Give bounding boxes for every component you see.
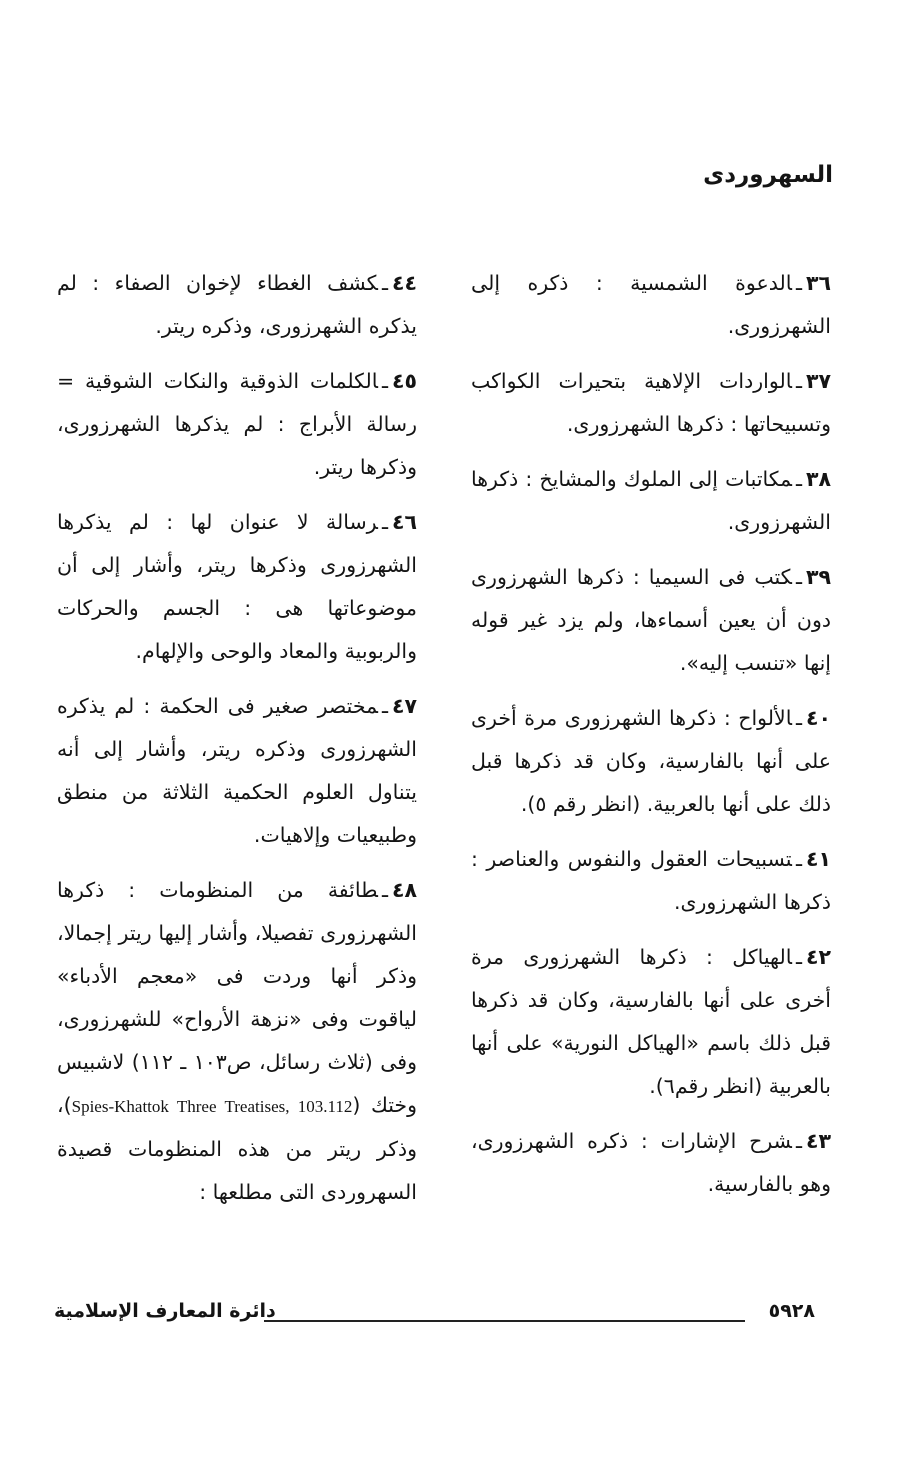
entry-text: الألواح : ذكرها الشهرزورى مرة أخرى على أنها بالفارسية، وكان قد ذكرها قبل ذلك على أنها بالعربية. (انظر رقم ٥). <box>471 706 831 816</box>
entry-number: ٤٠ <box>805 706 831 730</box>
foreign-reference: Spies-Khattok Three Treatises, 103.112 <box>71 1097 353 1116</box>
entry-46 <box>57 501 417 673</box>
entry-48 <box>57 869 417 1214</box>
footer-rule <box>264 1320 745 1322</box>
entry-text: كتب فى السيميا : ذكرها الشهرزورى دون أن يعين أسماءها، ولم يزد غير قوله إنها «تنسب إليه». <box>471 565 831 675</box>
entry-text: مكاتبات إلى الملوك والمشايخ : ذكرها الشهرزورى. <box>471 467 831 534</box>
entry-separator: ـ <box>381 510 388 534</box>
entry-number: ٣٩ <box>805 565 831 589</box>
page-number: ٥٩٢٨ <box>768 1300 815 1322</box>
entry-text: تسبيحات العقول والنفوس والعناصر : ذكرها الشهرزورى. <box>471 847 831 914</box>
left-column <box>57 262 417 1226</box>
entry-38 <box>471 458 831 544</box>
entry-number: ٤٥ <box>391 369 417 393</box>
entry-37 <box>471 360 831 446</box>
right-column <box>471 262 831 1218</box>
entry-number: ٣٧ <box>805 369 831 393</box>
entry-separator: ـ <box>795 565 802 589</box>
entry-separator: ـ <box>795 945 802 969</box>
entry-separator: ـ <box>381 878 388 902</box>
entry-43 <box>471 1120 831 1206</box>
entry-number: ٣٦ <box>805 271 831 295</box>
entry-separator: ـ <box>795 1129 802 1153</box>
footer-title: دائرة المعارف الإسلامية <box>54 1300 276 1322</box>
entry-separator: ـ <box>795 847 802 871</box>
entry-text: الكلمات الذوقية والنكات الشوقية = رسالة الأبراج : لم يذكرها الشهرزورى، وذكرها ريتر. <box>57 369 417 479</box>
entry-text: الدعوة الشمسية : ذكره إلى الشهرزورى. <box>471 271 831 338</box>
entry-number: ٤٤ <box>391 271 417 295</box>
entry-44 <box>57 262 417 348</box>
entry-40 <box>471 697 831 826</box>
entry-text: مختصر صغير فى الحكمة : لم يذكره الشهرزورى وذكره ريتر، وأشار إلى أنه يتناول العلوم الحكمية الثلاثة من منطق وطبيعيات وإلاهيات. <box>57 694 417 847</box>
entry-text: شرح الإشارات : ذكره الشهرزورى، وهو بالفارسية. <box>471 1129 831 1196</box>
entry-text: الهياكل : ذكرها الشهرزورى مرة أخرى على أنها بالفارسية، وكان قد ذكرها قبل ذلك باسم «الهياكل النورية» على أنها بالعربية (انظر رقم٦). <box>471 945 831 1098</box>
entry-text: طائفة من المنظومات : ذكرها الشهرزورى تفصيلا، وأشار إليها ريتر إجمالا، وذكر أنها وردت فى «معجم الأدباء» لياقوت وفى «نزهة الأرواح» للشهرزورى، وفى (ثلاث رسائل، ص١٠٣ ـ ١١٢) لاشبيس وختك ( <box>57 878 417 1117</box>
entry-number: ٤٧ <box>391 694 417 718</box>
running-head: السهروردى <box>703 162 833 188</box>
entry-separator: ـ <box>795 467 802 491</box>
entry-text: رسالة لا عنوان لها : لم يذكرها الشهرزورى وذكرها ريتر، وأشار إلى أن موضوعاتها هى : الجسم والحركات والربوبية والمعاد والوحى والإلهام. <box>57 510 417 663</box>
entry-separator: ـ <box>795 706 802 730</box>
entry-separator: ـ <box>381 369 388 393</box>
entry-text: الواردات الإلاهية بتحيرات الكواكب وتسبيحاتها : ذكرها الشهرزورى. <box>471 369 831 436</box>
entry-separator: ـ <box>381 694 388 718</box>
entry-42 <box>471 936 831 1108</box>
entry-41 <box>471 838 831 924</box>
entry-45 <box>57 360 417 489</box>
entry-number: ٤٨ <box>391 878 417 902</box>
entry-text-continued: )، وذكر ريتر من هذه المنظومات قصيدة السهروردى التى مطلعها : <box>57 1093 417 1204</box>
entry-separator: ـ <box>795 271 802 295</box>
entry-number: ٤٦ <box>391 510 417 534</box>
entry-47 <box>57 685 417 857</box>
entry-number: ٤٣ <box>805 1129 831 1153</box>
entry-39 <box>471 556 831 685</box>
entry-separator: ـ <box>795 369 802 393</box>
entry-separator: ـ <box>381 271 388 295</box>
entry-text: كشف الغطاء لإخوان الصفاء : لم يذكره الشهرزورى، وذكره ريتر. <box>57 271 417 338</box>
entry-number: ٣٨ <box>805 467 831 491</box>
entry-number: ٤١ <box>805 847 831 871</box>
entry-36 <box>471 262 831 348</box>
entry-number: ٤٢ <box>805 945 831 969</box>
page-footer <box>54 1300 815 1340</box>
